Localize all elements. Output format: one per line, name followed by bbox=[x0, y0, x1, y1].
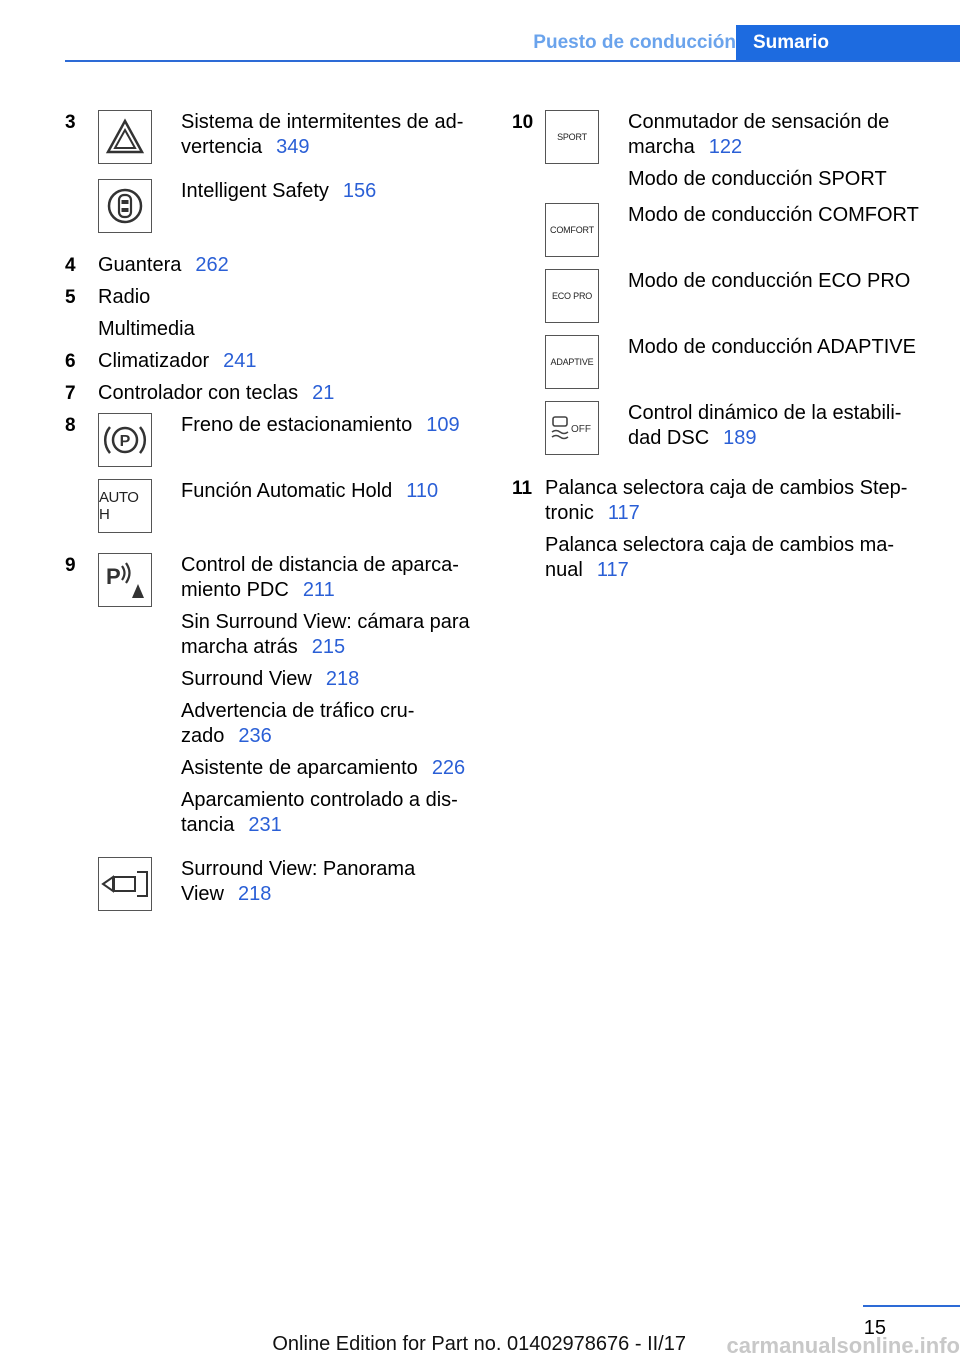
park-distance-control-icon bbox=[98, 553, 152, 607]
entry-text: Intelligent Safety bbox=[181, 180, 329, 202]
entry-6 bbox=[65, 349, 475, 374]
entry-number: 10 bbox=[512, 112, 534, 133]
left-column bbox=[65, 110, 475, 926]
page-ref-link[interactable]: 218 bbox=[238, 883, 272, 905]
page-ref-link[interactable]: 117 bbox=[596, 559, 629, 581]
page-ref-link[interactable]: 156 bbox=[342, 180, 377, 202]
entry-text: Palanca selectora caja de cambios ma- bbox=[545, 534, 895, 556]
page-ref-link[interactable]: 218 bbox=[325, 668, 360, 690]
svg-text:P: P bbox=[119, 433, 131, 450]
page-ref-link[interactable]: 231 bbox=[248, 814, 282, 836]
entry-text: tronic bbox=[545, 502, 594, 524]
entry-text: Radio bbox=[98, 286, 151, 308]
eco-pro-button-icon bbox=[545, 269, 599, 323]
entry-number: 4 bbox=[65, 255, 76, 276]
page-ref-link[interactable]: 349 bbox=[276, 136, 310, 158]
page-ref-link[interactable]: 236 bbox=[238, 725, 272, 747]
dsc-off-icon bbox=[545, 401, 599, 455]
entry-text: Surround View bbox=[181, 668, 312, 690]
entry-number: 5 bbox=[65, 287, 76, 308]
entry-number: 8 bbox=[65, 415, 76, 436]
panorama-view-icon bbox=[98, 857, 152, 911]
hazard-warning-icon bbox=[98, 110, 152, 164]
page-ref-link[interactable]: 262 bbox=[195, 254, 229, 276]
entry-8 bbox=[65, 413, 475, 533]
entry-text: vertencia bbox=[181, 136, 263, 158]
entry-text: Modo de conducción ECO PRO bbox=[628, 270, 911, 292]
entry-11 bbox=[512, 476, 932, 583]
header-rule bbox=[65, 60, 960, 62]
page-ref-link[interactable]: 215 bbox=[311, 636, 346, 658]
page-ref-link[interactable]: 189 bbox=[723, 427, 757, 449]
icon-label: SPORT bbox=[557, 132, 587, 142]
entry-9 bbox=[65, 553, 475, 914]
entry-number: 7 bbox=[65, 383, 76, 404]
footer-rule bbox=[863, 1305, 960, 1307]
entry-text: Multimedia bbox=[98, 318, 195, 340]
entry-text: Palanca selectora caja de cambios Step- bbox=[545, 477, 908, 499]
entry-text: View bbox=[181, 883, 224, 905]
icon-label: AUTO H bbox=[99, 489, 139, 523]
entry-text: Aparcamiento controlado a dis- bbox=[181, 789, 458, 811]
entry-text: tancia bbox=[181, 814, 235, 836]
page-ref-link[interactable]: 109 bbox=[426, 414, 460, 436]
page-ref-link[interactable]: 110 bbox=[406, 480, 439, 502]
entry-text: Guantera bbox=[98, 254, 182, 276]
entry-text: Climatizador bbox=[98, 350, 210, 372]
entry-number: 3 bbox=[65, 112, 76, 133]
entry-5 bbox=[65, 285, 475, 342]
entry-text: Sistema de intermitentes de ad- bbox=[181, 111, 464, 133]
dsc-off-label: OFF bbox=[571, 424, 591, 435]
page-ref-link[interactable]: 122 bbox=[708, 136, 743, 158]
entry-text: Surround View: Panorama bbox=[181, 858, 416, 880]
intelligent-safety-icon bbox=[98, 179, 152, 233]
page-header bbox=[0, 25, 960, 61]
entry-10 bbox=[512, 110, 932, 458]
edition-footer: Online Edition for Part no. 01402978676 - II/17 bbox=[272, 1333, 686, 1355]
entry-text: Asistente de aparcamiento bbox=[181, 757, 418, 779]
page-ref-link[interactable]: 21 bbox=[312, 382, 335, 404]
entry-text: Sin Surround View: cámara para bbox=[181, 611, 470, 633]
entry-text: Controlador con teclas bbox=[98, 382, 299, 404]
entry-text: miento PDC bbox=[181, 579, 289, 601]
watermark: carmanualsonline.info bbox=[726, 1333, 960, 1358]
icon-label: ECO PRO bbox=[551, 291, 593, 301]
entry-4 bbox=[65, 253, 475, 278]
icon-label: ADAPTIVE bbox=[550, 357, 594, 367]
comfort-button-icon bbox=[545, 203, 599, 257]
header-section[interactable]: Puesto de conducción bbox=[533, 32, 736, 53]
entry-text: Control dinámico de la estabili- bbox=[628, 402, 902, 424]
page-ref-link[interactable]: 117 bbox=[607, 502, 640, 524]
page-ref-link[interactable]: 211 bbox=[302, 579, 335, 601]
right-column bbox=[512, 110, 932, 590]
header-chapter-tab[interactable]: Sumario bbox=[736, 25, 960, 62]
entry-number: 9 bbox=[65, 555, 76, 576]
entry-7 bbox=[65, 381, 475, 406]
entry-text: Freno de estacionamiento bbox=[181, 414, 413, 436]
entry-3 bbox=[65, 110, 475, 233]
entry-text: nual bbox=[545, 559, 583, 581]
auto-hold-icon bbox=[98, 479, 152, 533]
entry-text: Modo de conducción COMFORT bbox=[628, 204, 919, 226]
entry-text: marcha bbox=[628, 136, 695, 158]
page-number: 15 bbox=[863, 1317, 886, 1339]
entry-text: Conmutador de sensación de bbox=[628, 111, 890, 133]
parking-brake-icon bbox=[98, 413, 152, 467]
entry-text: zado bbox=[181, 725, 225, 747]
entry-text: Control de distancia de aparca- bbox=[181, 554, 459, 576]
entry-text: marcha atrás bbox=[181, 636, 298, 658]
entry-number: 6 bbox=[65, 351, 76, 372]
entry-text: Advertencia de tráfico cru- bbox=[181, 700, 415, 722]
icon-label: COMFORT bbox=[550, 225, 594, 235]
adaptive-button-icon bbox=[545, 335, 599, 389]
page-ref-link[interactable]: 241 bbox=[223, 350, 257, 372]
entry-text: Función Automatic Hold bbox=[181, 480, 393, 502]
sport-button-icon bbox=[545, 110, 599, 164]
entry-text: Modo de conducción ADAPTIVE bbox=[628, 336, 916, 358]
svg-text:P: P bbox=[106, 564, 121, 589]
entry-text: dad DSC bbox=[628, 427, 710, 449]
page-ref-link[interactable]: 226 bbox=[431, 757, 466, 779]
entry-number: 11 bbox=[512, 478, 533, 499]
entry-text: Modo de conducción SPORT bbox=[628, 168, 887, 190]
